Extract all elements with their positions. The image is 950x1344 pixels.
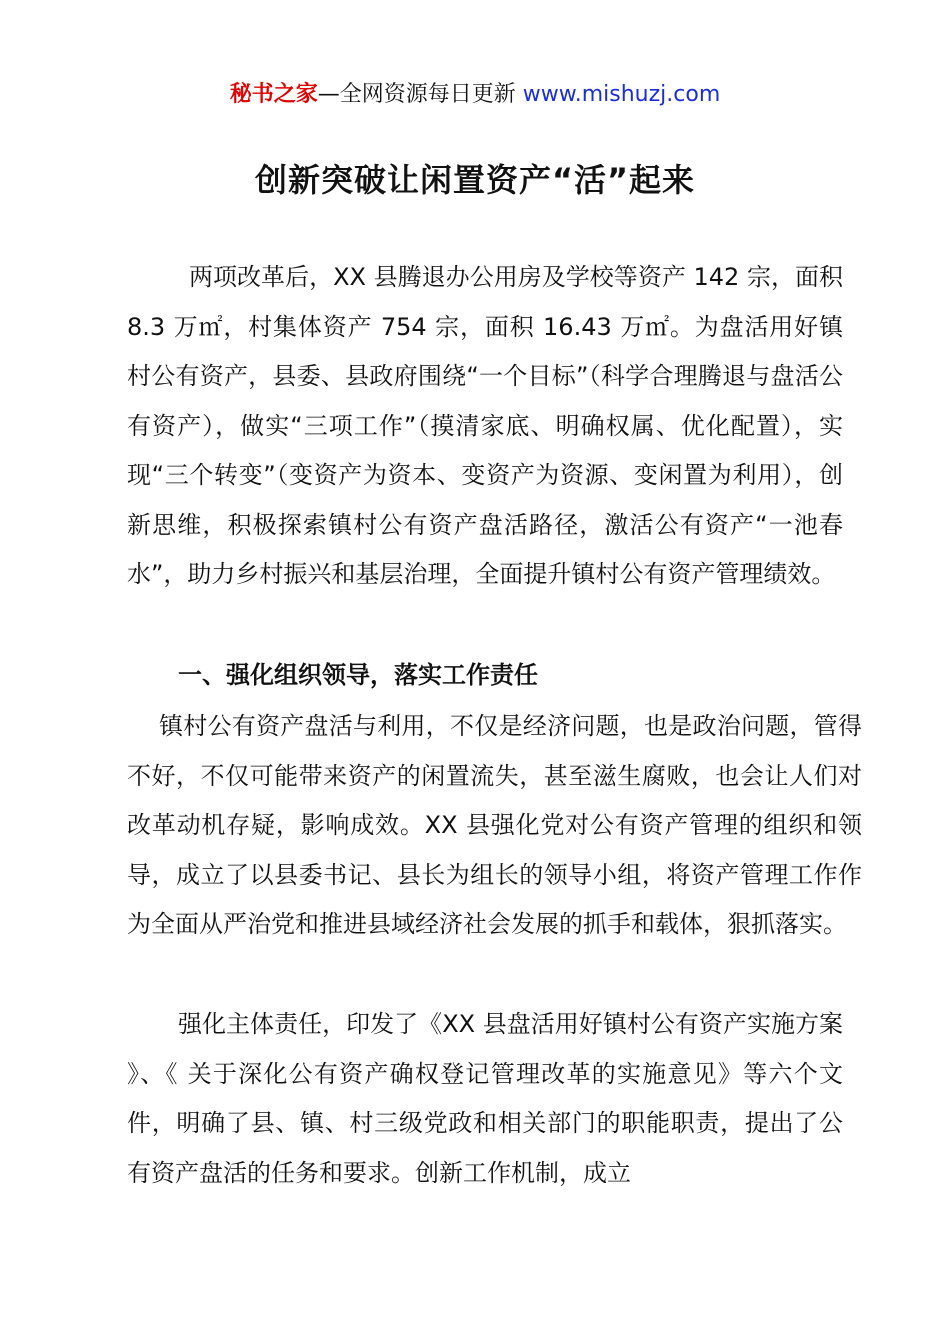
site-tagline: —全网资源每日更新	[317, 82, 523, 107]
site-url-link[interactable]: www.mishuzj.com	[522, 82, 721, 107]
paragraph-section-1: 镇村公有资产盘活与利用，不仅是经济问题，也是政治问题，管得不好，不仅可能带来资产的闲置流失，甚至滋生腐败，也会让人们对改革动机存疑，影响成效。XX 县强化党对公有资产管理的组织和领导，成立了以县委书记、县长为组长的领导小组，将资产管理工作作为全面从严治党和推进县域经济社会发展的抓手和载体，狠抓落实。	[127, 712, 862, 938]
document-title: 创新突破让闲置资产“活”起来	[254, 161, 696, 199]
paragraph-intro: 两项改革后，XX 县腾退办公用房及学校等资产 142 宗，面积 8.3 万㎡，村集体资产 754 宗，面积 16.43 万㎡。为盘活用好镇村公有资产，县委、县政府围绕“一个目标”（科学合理腾退与盘活公有资产），做实“三项工作”（摸清家底、明确权属、优化配置），实现“三个转变”（变资产为资本、变资产为资源、变闲置为利用），创新思维，积极探索镇村公有资产盘活路径，激活公有资产“一池春水”，助力乡村振兴和基层治理，全面提升镇村公有资产管理绩效。	[127, 263, 843, 588]
section-heading-1: 一、强化组织领导，落实工作责任	[178, 661, 538, 689]
site-header	[0, 80, 950, 110]
site-brand: 秘书之家	[229, 82, 318, 107]
paragraph-section-1-continued: 强化主体责任，印发了《XX 县盘活用好镇村公有资产实施方案 》、《 关于深化公有资产确权登记管理改革的实施意见》等六个文件，明确了县、镇、村三级党政和相关部门的职能职责，提出了公有资产盘活的任务和要求。创新工作机制，成立	[127, 1010, 843, 1187]
